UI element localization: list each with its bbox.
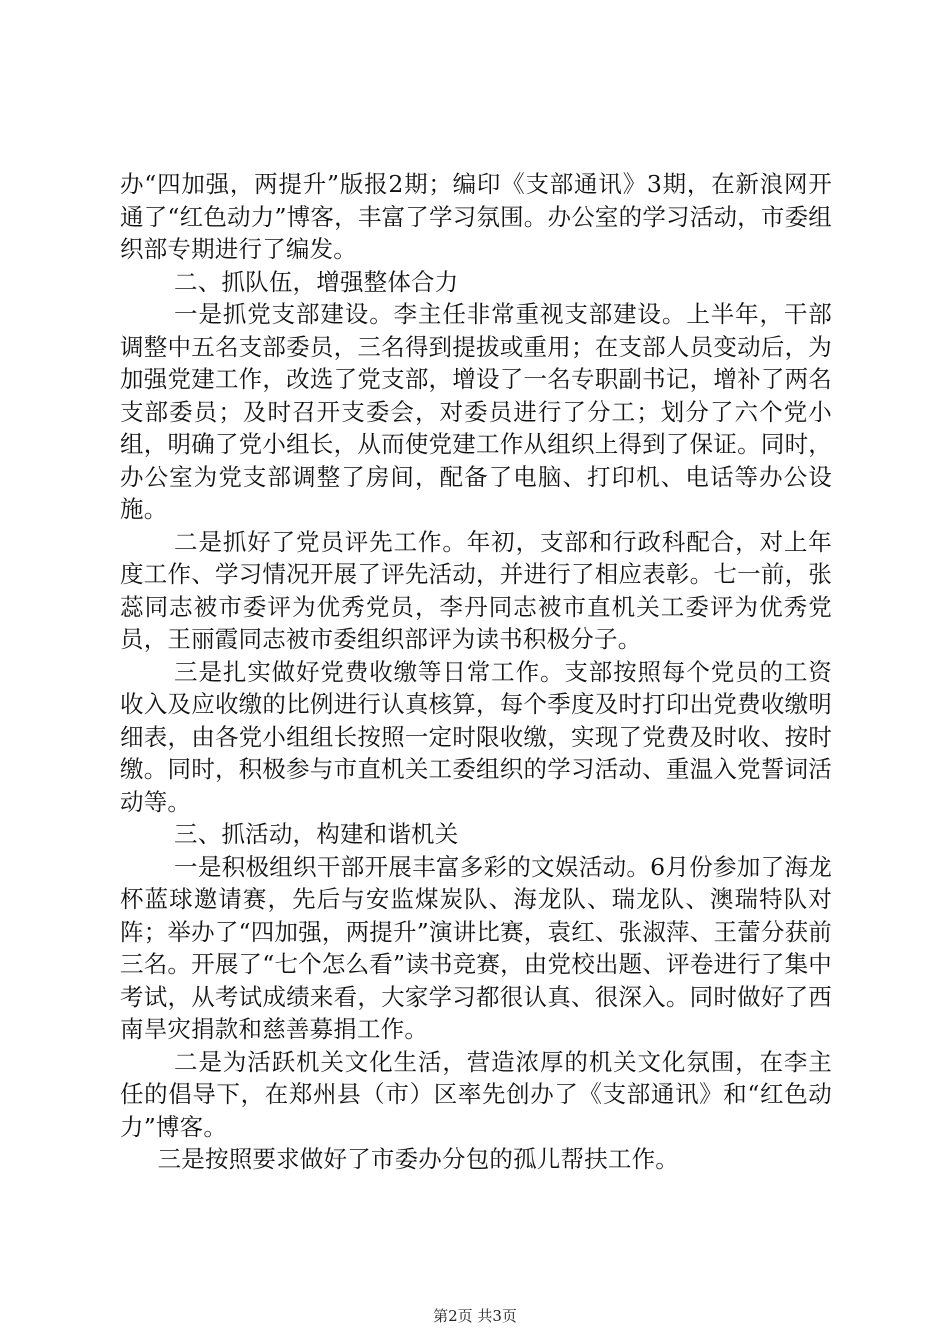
paragraph-activities: 一是积极组织干部开展丰富多彩的文娱活动。6月份参加了海龙杯蓝球邀请赛，先后与安监煤炭队、海龙队、瑞龙队、澳瑞特队对阵；举办了“四加强，两提升”演讲比赛，袁红、张淑萍、王蕾分获前三名。开展了“七个怎么看”读书竞赛，由党校出题、评卷进行了集中考试，从考试成绩来看，大家学习都很认真、很深入。同时做好了西南旱灾捐款和慈善募捐工作。 [120, 852, 832, 1043]
paragraph-member-evaluation: 二是抓好了党员评先工作。年初，支部和行政科配合，对上年度工作、学习情况开展了评先活动，并进行了相应表彰。七一前，张蕊同志被市委评为优秀党员，李丹同志被市直机关工委评为优秀党员，王丽霞同志被市委组织部评为读书积极分子。 [120, 527, 832, 653]
paragraph-culture: 二是为活跃机关文化生活，营造浓厚的机关文化氛围，在李主任的倡导下，在郑州县（市）区率先创办了《支部通讯》和“红色动力”博客。 [120, 1047, 832, 1141]
paragraph-party-dues: 三是扎实做好党费收缴等日常工作。支部按照每个党员的工资收入及应收缴的比例进行认真核算，每个季度及时打印出党费收缴明细表，由各党小组组长按照一定时限收缴，实现了党费及时收、按时缴。同时，积极参与市直机关工委组织的学习活动、重温入党誓词活动等。 [120, 657, 832, 816]
paragraph-continuation: 办“四加强，两提升”版报2期；编印《支部通讯》3期，在新浪网开通了“红色动力”博客，丰富了学习氛围。办公室的学习活动，市委组织部专期进行了编发。 [120, 170, 832, 263]
paragraph-party-branch: 一是抓党支部建设。李主任非常重视支部建设。上半年，干部调整中五名支部委员，三名得到提拔或重用；在支部人员变动后，为加强党建工作，改选了党支部，增设了一名专职副书记，增补了两名支部委员；及时召开支委会，对委员进行了分工；划分了六个党小组，明确了党小组长，从而使党建工作从组织上得到了保证。同时，办公室为党支部调整了房间，配备了电脑、打印机、电话等办公设施。 [120, 300, 832, 523]
section-heading-2: 二、抓队伍，增强整体合力 [174, 267, 459, 296]
page-footer: 第2页 共3页 [433, 1307, 517, 1325]
document-body [120, 168, 832, 1176]
paragraph-orphan-support: 三是按照要求做好了市委办分包的孤儿帮扶工作。 [157, 1145, 679, 1173]
section-heading-3: 三、抓活动，构建和谐机关 [174, 820, 459, 848]
